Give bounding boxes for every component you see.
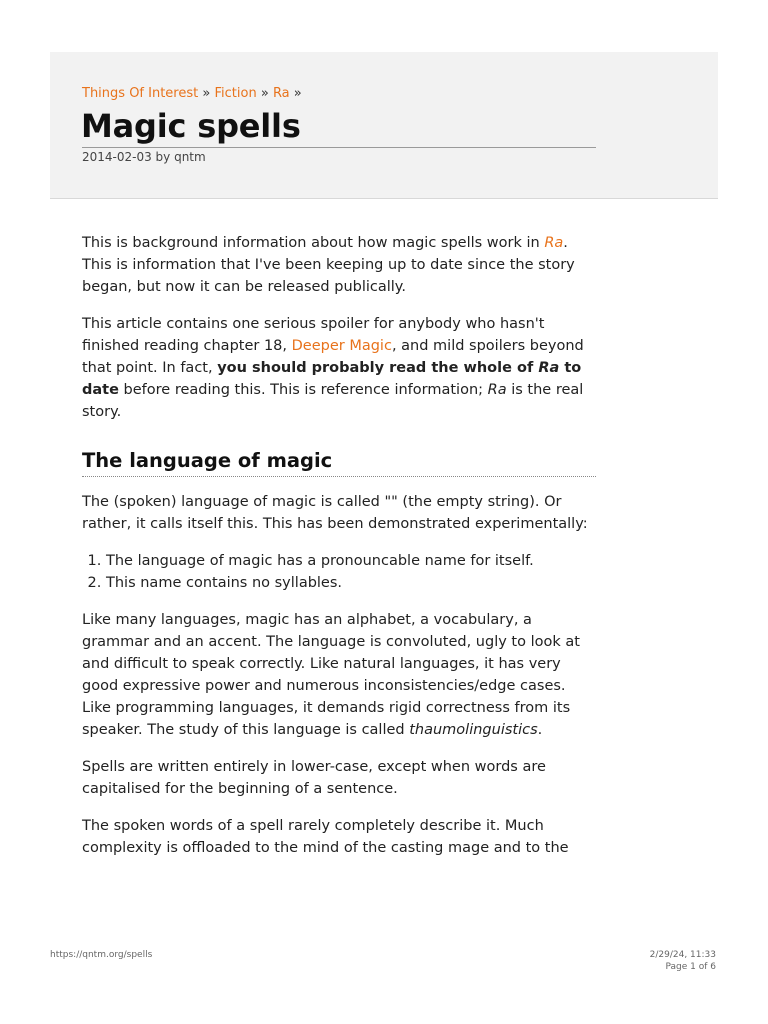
section-paragraph-2	[82, 609, 596, 741]
breadcrumb	[82, 85, 302, 103]
article-header	[50, 52, 718, 199]
page-title: Magic spells	[81, 107, 301, 145]
intro-paragraph-1	[82, 232, 596, 298]
intro-p1-text: This is background information about how magic spells work in	[82, 235, 545, 251]
section-paragraph-4: The spoken words of a spell rarely completely describe it. Much complexity is offloaded to the mind of the casting mage and to the	[82, 818, 569, 856]
deeper-magic-link[interactable]: Deeper Magic	[291, 338, 392, 354]
intro-p2-end: is the real story.	[82, 382, 584, 420]
section-p2-text: Like many languages, magic has an alphabet, a vocabulary, a grammar and an accent. The language is convoluted, ugly to look at and difficult to speak correctly. Like natural languages, it has very good expressive power and numerous inconsistencies/edge cases. Like programming languages, it demands rigid correctness from its speaker. The study of this language is called	[82, 612, 580, 738]
breadcrumb-separator: »	[202, 86, 211, 101]
spoiler-warning-part-2: to date	[82, 360, 582, 398]
section-paragraph-3: Spells are written entirely in lower-case, except when words are capitalised for the beginning of a sentence.	[82, 759, 546, 797]
section-paragraph-1: The (spoken) language of magic is called "" (the empty string). Or rather, it calls itself this. This has been demonstrated experimentally:	[82, 494, 588, 532]
article-body	[82, 232, 596, 874]
list-item: 1. The language of magic has a pronouncable name for itself.	[106, 550, 596, 572]
breadcrumb-separator: »	[260, 86, 269, 101]
breadcrumb-fiction-link[interactable]: Fiction	[214, 86, 257, 101]
spoiler-warning-part-1: you should probably read the whole of	[217, 360, 539, 376]
intro-p2-ra: Ra	[487, 382, 507, 398]
spoiler-warning-ra: Ra	[538, 360, 560, 376]
footer-page-info	[650, 949, 716, 973]
thaumolinguistics-term: thaumolinguistics	[409, 722, 538, 738]
breadcrumb-ra-link[interactable]: Ra	[272, 86, 290, 101]
intro-p2-mid: , and mild spoilers beyond that point. In fact,	[82, 338, 584, 376]
breadcrumb-things-of-interest-link[interactable]: Things Of Interest	[82, 86, 199, 101]
numbered-list	[82, 550, 596, 594]
breadcrumb-separator: »	[293, 86, 302, 101]
article-byline: 2014-02-03 by qntm	[82, 150, 206, 164]
ra-link[interactable]	[544, 235, 563, 251]
intro-p2-mid2: before reading this. This is reference information;	[118, 382, 488, 398]
footer-url: https://qntm.org/spells	[50, 950, 153, 960]
section-heading-language-of-magic: The language of magic	[82, 448, 596, 477]
intro-p2-text: This article contains one serious spoiler for anybody who hasn't finished reading chapter 18,	[82, 316, 545, 354]
footer-page-number: Page 1 of 6	[665, 962, 716, 972]
intro-paragraph-2	[82, 313, 596, 423]
list-item: 2. This name contains no syllables.	[106, 572, 596, 594]
ra-link-label: Ra	[544, 235, 564, 251]
title-divider	[82, 147, 596, 148]
footer-datetime: 2/29/24, 11:33	[649, 950, 716, 960]
intro-p1-rest: . This is information that I've been keeping up to date since the story began, but now it can be released publically.	[82, 235, 575, 295]
section-p2-end: .	[537, 722, 543, 738]
